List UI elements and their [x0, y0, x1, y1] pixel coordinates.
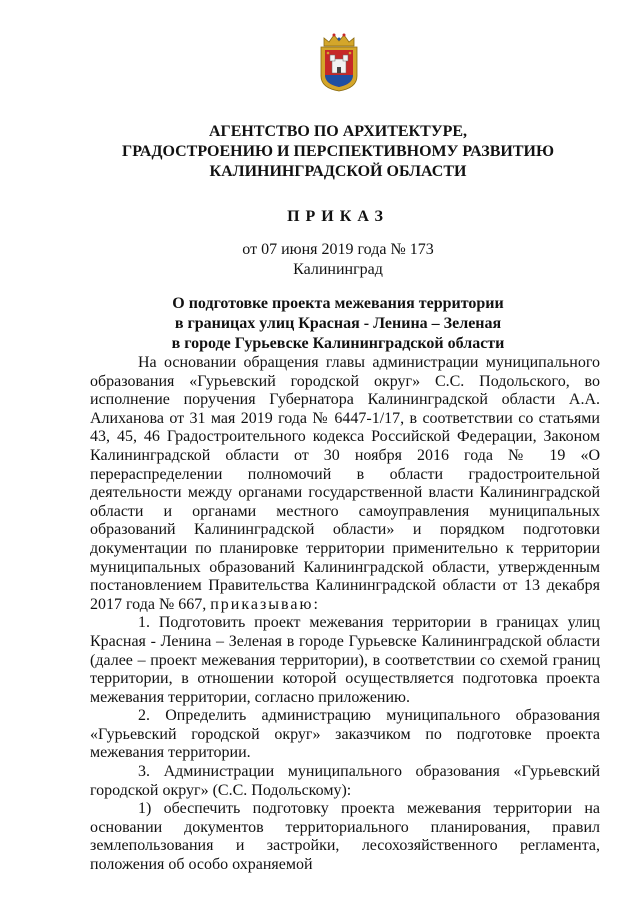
agency-line-1: АГЕНТСТВО ПО АРХИТЕКТУРЕ, [208, 123, 468, 140]
agency-name [0, 122, 640, 182]
coat-of-arms-icon [318, 32, 360, 92]
preamble-text: На основании обращения главы администрации муниципального образования «Гурьевский городской округ» С.С. Подольского, во исполнение поручения Губернатора Калининградской области А.А. Алиханова от 31 мая 2019 года № 6447-1/17, в соответствии со статьями 43, 45, 46 Градостроительного кодекса Российской Федерации, Законом Калининградской области от 30 ноября 2016 года № 19 «О перераспределении полномочий в области градостроительной деятельности между органами государственной власти Калининградской области и органами местного самоуправления муниципальных образований Калининградской области» и порядком подготовки документации по планировке территории применительно к территории муниципальных образований Калининградской области, утвержденным постановлением Правительства Калининградской области от 13 декабря 2017 года № 667, [90, 354, 600, 613]
order-meta [0, 240, 640, 280]
item-3-paragraph: 3. Администрации муниципального образования «Гурьевский городской округ» (С.С. Подольскому): [90, 763, 600, 799]
order-title: ПРИКАЗ [287, 208, 389, 225]
decree-word: приказываю: [210, 595, 320, 613]
subject-line-1: О подготовке проекта межевания территории [172, 295, 504, 312]
order-date-number: от 07 июня 2019 года № 173 [242, 241, 434, 258]
item-2-paragraph: 2. Определить администрацию муниципального образования «Гурьевский городской округ» заказчиком по подготовке проекта межевания территории. [90, 707, 600, 762]
order-subject [0, 294, 640, 354]
subject-line-2: в границах улиц Красная - Ленина – Зеленая [174, 315, 502, 332]
agency-line-3: КАЛИНИНГРАДСКОЙ ОБЛАСТИ [209, 163, 467, 180]
preamble-paragraph [90, 354, 600, 614]
order-city: Калининград [293, 261, 383, 278]
item-1-paragraph: 1. Подготовить проект межевания территории в границах улиц Красная - Ленина – Зеленая в городе Гурьевске Калининградской области (далее – проект межевания территории), в соответствии со схемой границ территории, в отношении которой осуществляется подготовка проекта межевания территории, согласно приложению. [90, 614, 600, 706]
item-3-1-paragraph: 1) обеспечить подготовку проекта межевания территории на основании документов территориального планирования, правил землепользования и застройки, лесохозяйственного регламента, положения об особо охраняемой [90, 800, 600, 874]
agency-line-2: ГРАДОСТРОЕНИЮ И ПЕРСПЕКТИВНОМУ РАЗВИТИЮ [122, 143, 554, 160]
subject-line-3: в городе Гурьевске Калининградской области [171, 335, 505, 352]
order-body [90, 354, 600, 875]
